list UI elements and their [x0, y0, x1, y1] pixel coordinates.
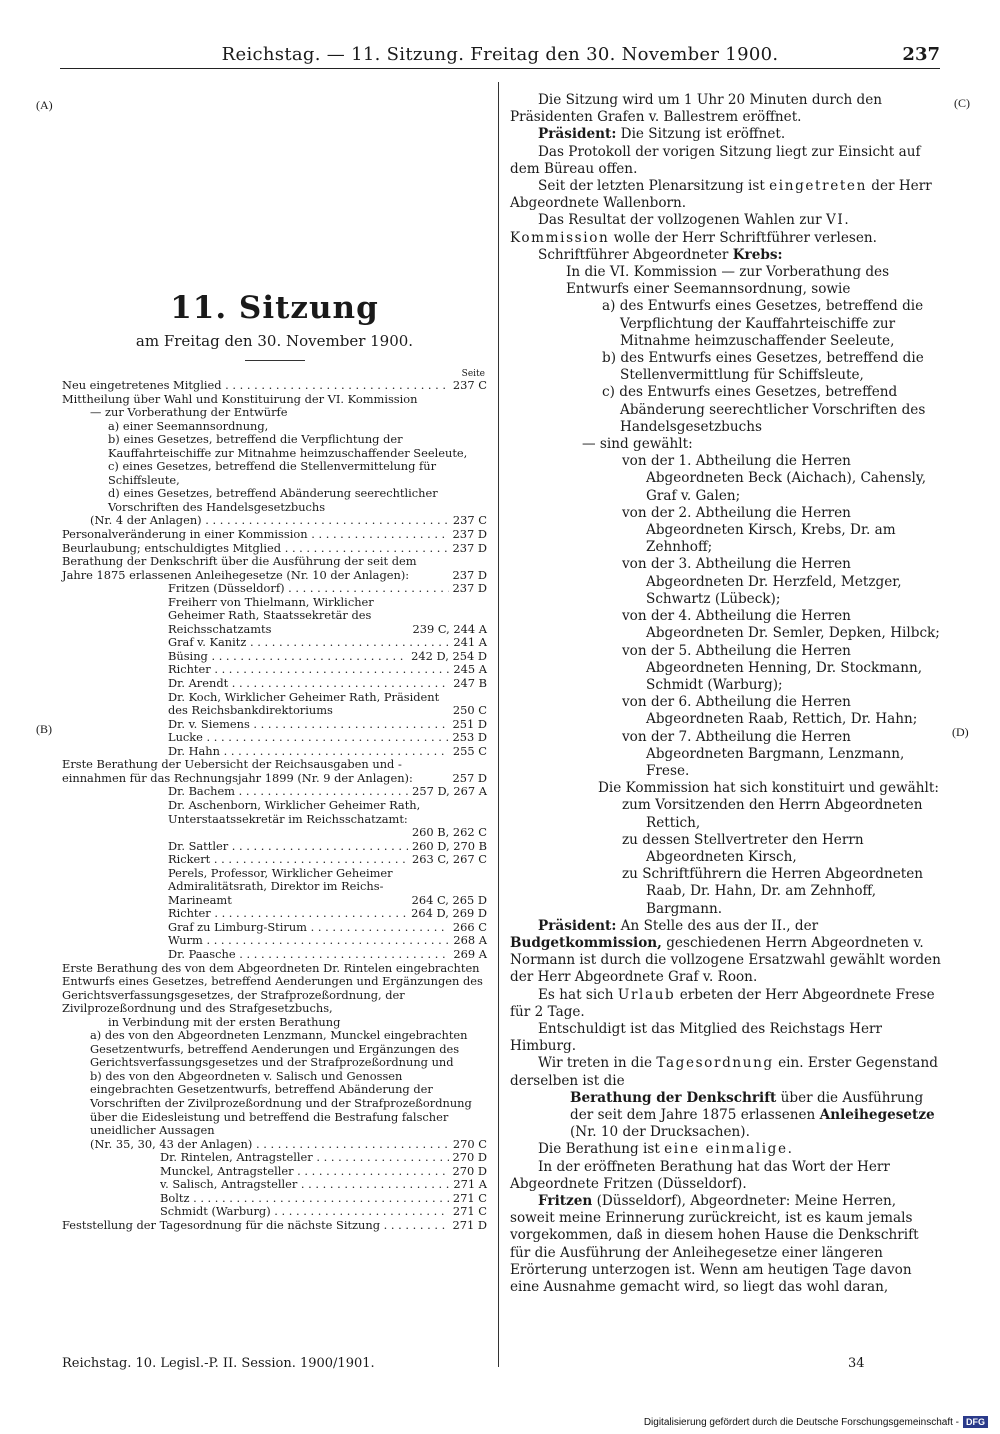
- toc-entry-page-ref: 263 C, 267 C: [412, 852, 487, 867]
- toc-entry-page-ref: 257 D, 267 A: [412, 784, 487, 799]
- toc-entry: [62, 650, 487, 664]
- toc-entry-text: Erste Berathung der Uebersicht der Reichsausgaben und -einnahmen für das Rechnungsjahr 1899 (Nr. 9 der Anlagen):: [62, 757, 413, 785]
- toc-entry-page-ref: 260 B, 262 C: [411, 825, 487, 840]
- toc-entry-text: b) des von den Abgeordneten v. Salisch und Genossen eingebrachten Gesetzentwurfs, betreffend Abänderung der Vorschriften der Zivilprozeßordnung und der Strafprozeßordnung über die Eidesleistung und betreffend die Bestrafung falscher uneidlicher Aussagen: [90, 1068, 472, 1138]
- text-part: An Stelle des aus der II., der: [620, 917, 819, 934]
- toc-entry: [62, 853, 487, 867]
- toc-entry: [62, 1016, 487, 1030]
- toc-entry: [62, 962, 487, 1016]
- toc-entry: [62, 1192, 487, 1206]
- division-3: von der 3. Abtheilung die Herren Abgeordneten Dr. Herzfeld, Metzger, Schwartz (Lübeck);: [622, 556, 902, 607]
- toc-entry-text: Graf v. Kanitz . . .: [168, 636, 449, 650]
- president-statement-1: [510, 126, 942, 143]
- toc-entry-text: Schmidt (Warburg) . . .: [160, 1205, 449, 1219]
- toc-entry-text: Büsing . . .: [168, 650, 407, 664]
- toc-entry-page-ref: 270 C: [452, 1136, 487, 1151]
- toc-entry: [62, 393, 487, 407]
- toc-entry-text: Wurm . . .: [168, 934, 449, 948]
- division-7: von der 7. Abtheilung die Herren Abgeordneten Bargmann, Lenzmann, Frese.: [622, 728, 905, 779]
- elected-label: — sind gewählt:: [582, 436, 693, 453]
- toc-entry: [62, 867, 487, 908]
- toc-entry-text: — zur Vorberathung der Entwürfe: [90, 405, 288, 420]
- toc-entry-text: c) eines Gesetzes, betreffend die Stellenvermittelung für Schiffsleute,: [108, 459, 437, 487]
- toc-entry-page-ref: 242 D, 254 D: [411, 648, 487, 663]
- toc-entry-page-ref: 260 D, 270 B: [411, 838, 487, 853]
- text-part: der Herr Abgeordnete Wallenborn.: [510, 178, 932, 212]
- toc-entry-page-ref: 271 C: [452, 1204, 487, 1219]
- commission-item-c: c) des Entwurfs eines Gesetzes, betreffend Abänderung seerechtlicher Vorschriften des Handelsgesetzbuchs: [602, 384, 926, 435]
- constituted-paragraph: Die Kommission hat sich konstituirt und gewählt:: [598, 780, 939, 797]
- toc-entry-text: (Nr. 35, 30, 43 der Anlagen) . . .: [90, 1138, 449, 1152]
- text-part: Das Resultat der vollzogenen Wahlen zur: [538, 212, 822, 229]
- toc-entry-page-ref: 268 A: [453, 933, 487, 948]
- toc-entry: [62, 542, 487, 556]
- election-paragraph: [510, 212, 942, 246]
- toc-entry: [62, 1165, 487, 1179]
- toc-entry: [62, 1205, 487, 1219]
- toc-entry: [62, 663, 487, 677]
- text-part: Es hat sich: [538, 986, 614, 1003]
- toc-entry: [62, 1178, 487, 1192]
- toc-entry-page-ref: 270 D: [452, 1163, 487, 1178]
- toc-entry: [62, 582, 487, 596]
- floor-paragraph: In der eröffneten Berathung hat das Wort der Herr Abgeordnete Fritzen (Düsseldorf).: [510, 1158, 890, 1192]
- session-title: 11. Sitzung: [170, 290, 379, 326]
- toc-entry-page-ref: 264 C, 265 D: [411, 892, 487, 907]
- toc-entry-page-ref: 271 C: [452, 1190, 487, 1205]
- toc-entry-text: Neu eingetretenes Mitglied . . .: [62, 379, 449, 393]
- toc-entry-text: Dr. Hahn . . .: [168, 745, 449, 759]
- toc-entry-page-ref: 253 D: [452, 730, 487, 745]
- toc-entry: [62, 785, 487, 799]
- toc-entry: [62, 1070, 487, 1138]
- toc-entry-text: Fritzen (Düsseldorf) . . .: [168, 582, 449, 596]
- text-part: (Nr. 10 der Drucksachen).: [570, 1124, 750, 1141]
- toc-entry: [62, 826, 487, 840]
- toc-entry: [62, 420, 487, 434]
- session-date: am Freitag den 30. November 1900.: [135, 332, 414, 350]
- excused-paragraph: Entschuldigt ist das Mitglied des Reichstags Herr Himburg.: [510, 1020, 883, 1055]
- toc-entry: [62, 934, 487, 948]
- division-4: von der 4. Abtheilung die Herren Abgeordneten Dr. Semler, Depken, Hilbck;: [622, 608, 940, 642]
- toc-entry-text: in Verbindung mit der ersten Berathung: [108, 1014, 341, 1029]
- footer-sheet-number: 34: [848, 1356, 865, 1371]
- toc-entry-page-ref: 245 A: [453, 662, 487, 677]
- division-2: von der 2. Abtheilung die Herren Abgeordneten Kirsch, Krebs, Dr. am Zehnhoff;: [622, 504, 896, 556]
- speech-text: (Düsseldorf), Abgeordneter: Meine Herren, soweit meine Erinnerung zurückreicht, ist es kaum jemals vorgekommen, daß in diesem hohen Hause die Denkschrift für die Ausführung der Anleihegesetze einer längeren Erörterung unterzogen ist. Wenn am heutigen Tage davon eine Ausnahme gemacht wird, so liegt das wohl daran,: [510, 1193, 919, 1296]
- header-title: Reichstag. — 11. Sitzung. Freitag den 30. November 1900.: [221, 44, 779, 65]
- toc-entry-text: Rickert . . .: [168, 853, 408, 867]
- toc-entry-page-ref: 264 D, 269 D: [411, 906, 487, 921]
- column-rule: [498, 82, 499, 1367]
- toc-entry-text: Beurlaubung; entschuldigtes Mitglied . . .: [62, 542, 449, 556]
- toc-entry-text: (Nr. 4 der Anlagen) . . .: [90, 514, 449, 528]
- toc-entry: [62, 1029, 487, 1070]
- toc-entry-page-ref: 251 D: [452, 716, 487, 731]
- toc-entry-page-ref: 237 C: [452, 513, 487, 528]
- text-part: Seit der letzten Plenarsitzung ist: [538, 178, 765, 195]
- secretaries-line: zu Schriftführern die Herren Abgeordneten Raab, Dr. Hahn, Dr. am Zehnhoff, Bargmann.: [622, 866, 924, 917]
- toc-entry-text: Graf zu Limburg-Stirum . . .: [168, 921, 449, 935]
- speaker-label: Fritzen: [538, 1193, 593, 1209]
- leave-paragraph: [510, 987, 942, 1021]
- toc-entry-text: Perels, Professor, Wirklicher Geheimer Admiralitätsrath, Direktor im Reichs-Marineamt: [168, 865, 393, 907]
- toc-entry-text: Lucke . . .: [168, 731, 449, 745]
- toc-entry: [62, 921, 487, 935]
- toc-entry-text: Erste Berathung des von dem Abgeordneten Dr. Rintelen eingebrachten Entwurfs eines Gesetzes, betreffend Aenderungen und Ergänzungen des Gerichtsverfassungsgesetzes, der Strafprozeßordnung, der Zivilprozeßordnung und des Strafgesetzbuchs,: [62, 960, 483, 1016]
- toc-entry-text: Dr. Koch, Wirklicher Geheimer Rath, Präsident des Reichsbankdirektoriums: [168, 689, 440, 718]
- toc-entry-page-ref: 237 D: [452, 540, 487, 555]
- toc-entry-page-ref: 237 D: [452, 527, 487, 542]
- toc-entry: [62, 948, 487, 962]
- table-of-contents: [62, 379, 487, 1232]
- right-column: [510, 92, 942, 1296]
- toc-entry: [62, 1138, 487, 1152]
- toc-entry-text: Mittheilung über Wahl und Konstituirung der VI. Kommission: [62, 391, 418, 406]
- toc-entry: [62, 718, 487, 732]
- margin-mark-d: (D): [952, 725, 969, 739]
- toc-entry-text: Berathung der Denkschrift über die Ausführung der seit dem Jahre 1875 erlassenen Anleihegesetze (Nr. 10 der Anlagen):: [62, 554, 417, 582]
- president-statement-2: [510, 918, 942, 987]
- toc-entry: [62, 691, 487, 718]
- toc-entry-page-ref: 269 A: [453, 946, 487, 961]
- commission-item-b: b) des Entwurfs eines Gesetzes, betreffend die Stellenvermittlung für Schiffsleute,: [602, 350, 924, 384]
- toc-entry-page-ref: 266 C: [452, 919, 487, 934]
- toc-entry-text: Dr. Rintelen, Antragsteller . . .: [160, 1151, 449, 1165]
- margin-mark-c: (C): [954, 96, 970, 110]
- division-5: von der 5. Abtheilung die Herren Abgeordneten Henning, Dr. Stockmann, Schmidt (Warburg);: [622, 642, 923, 693]
- commission-item-a: a) des Entwurfs eines Gesetzes, betreffend die Verpflichtung der Kauffahrteischiffe zur Mitnahme heimzuschaffender Seeleute,: [602, 298, 924, 349]
- margin-mark-b: (B): [36, 722, 52, 736]
- toc-entry-text: b) eines Gesetzes, betreffend die Verpflichtung der Kauffahrteischiffe zur Mitnahme heimzuschaffender Seeleute,: [108, 432, 468, 460]
- toc-entry-page-ref: 271 D: [452, 1217, 487, 1232]
- spaced-text: Urlaub: [617, 986, 676, 1003]
- toc-entry: [62, 1219, 487, 1233]
- toc-entry-text: Personalveränderung in einer Kommission . . .: [62, 528, 449, 542]
- margin-mark-a: (A): [36, 98, 53, 112]
- division-1: von der 1. Abtheilung die Herren Abgeordneten Beck (Aichach), Cahensly, Graf v. Galen;: [622, 453, 927, 504]
- toc-entry: [62, 406, 487, 420]
- statement-text: Die Sitzung ist eröffnet.: [620, 126, 786, 143]
- bold-text: Budgetkommission,: [510, 934, 662, 951]
- spaced-text: Tagesordnung: [656, 1055, 774, 1072]
- toc-entry-page-ref: 270 D: [452, 1150, 487, 1165]
- toc-entry: [62, 433, 487, 460]
- spaced-text: VI. Kommission: [510, 212, 851, 246]
- toc-entry: [62, 1151, 487, 1165]
- division-6: von der 6. Abtheilung die Herren Abgeordneten Raab, Rettich, Dr. Hahn;: [622, 694, 918, 728]
- commission-intro: In die VI. Kommission — zur Vorberathung des Entwurfs einer Seemannsordnung, sowie: [566, 264, 890, 298]
- agenda-item: [510, 1090, 942, 1142]
- toc-entry: [62, 840, 487, 854]
- protocol-paragraph: Das Protokoll der vorigen Sitzung liegt zur Einsicht auf dem Büreau offen.: [510, 143, 921, 177]
- toc-seite-label: Seite: [461, 369, 485, 379]
- toc-entry-text: Dr. Bachem . . .: [168, 785, 408, 799]
- opening-paragraph: Die Sitzung wird um 1 Uhr 20 Minuten durch den Präsidenten Grafen v. Ballestrem eröffnet.: [510, 92, 883, 126]
- text-part: geschiedenen Herrn Abgeordneten v. Normann ist durch die vollzogene Ersatzwahl gewählt worden der Herr Abgeordnete Graf v. Roon.: [510, 934, 941, 986]
- toc-entry-text: d) eines Gesetzes, betreffend Abänderung seerechtlicher Vorschriften des Handelsgesetzbuchs: [108, 486, 438, 514]
- toc-entry-text: Richter . . .: [168, 907, 407, 921]
- title-rule: [245, 360, 305, 361]
- bold-text: Anleihegesetze: [819, 1106, 935, 1123]
- toc-entry-text: Freiherr von Thielmann, Wirklicher Geheimer Rath, Staatssekretär des Reichsschatzamts: [168, 594, 374, 636]
- credit-text: Digitalisierung gefördert durch die Deutsche Forschungsgemeinschaft -: [643, 1416, 959, 1428]
- dfg-credit: [644, 1416, 988, 1428]
- toc-entry-page-ref: 250 C: [452, 703, 487, 718]
- text-part: wolle der Herr Schriftführer verlesen.: [613, 229, 877, 246]
- toc-entry-text: Dr. v. Siemens . . .: [168, 718, 449, 732]
- toc-entry: [62, 745, 487, 759]
- toc-entry-page-ref: 271 A: [453, 1177, 487, 1192]
- toc-entry: [62, 636, 487, 650]
- toc-entry: [62, 799, 487, 826]
- running-header: [60, 44, 940, 69]
- toc-entry: [62, 731, 487, 745]
- speech-paragraph: [510, 1193, 942, 1296]
- toc-entry: [62, 677, 487, 691]
- toc-entry-text: Boltz . . .: [160, 1192, 449, 1206]
- text-part: Wir treten in die: [538, 1055, 653, 1072]
- text-part: erbeten der Herr Abgeordnete Frese für 2 Tage.: [510, 986, 935, 1020]
- speaker-label: Präsident:: [538, 126, 617, 143]
- toc-entry: [62, 379, 487, 393]
- toc-entry-page-ref: 241 A: [453, 635, 487, 650]
- dfg-logo: DFG: [963, 1416, 988, 1428]
- text-part: über die Ausführung der seit dem Jahre 1875 erlassenen: [570, 1089, 924, 1123]
- bold-text: Berathung der Denkschrift: [570, 1089, 777, 1106]
- toc-entry-text: Dr. Sattler . . .: [168, 840, 408, 854]
- chair-line: zum Vorsitzenden den Herrn Abgeordneten Rettich,: [622, 797, 923, 831]
- left-column: [62, 90, 487, 1232]
- spaced-text: eine einmalige.: [664, 1141, 794, 1158]
- toc-entry-page-ref: 247 B: [453, 676, 487, 691]
- page-number: 237: [902, 44, 940, 65]
- text-part: ein. Erster Gegenstand derselben ist die: [510, 1055, 938, 1089]
- toc-entry-page-ref: 239 C, 244 A: [412, 621, 487, 636]
- toc-entry: [62, 487, 487, 514]
- toc-entry: [62, 596, 487, 637]
- spaced-text: eingetreten: [769, 178, 867, 195]
- toc-entry-text: Dr. Arendt . . .: [168, 677, 449, 691]
- toc-entry-text: Richter . . .: [168, 663, 449, 677]
- single-reading-paragraph: [510, 1141, 942, 1158]
- toc-entry: [62, 528, 487, 542]
- toc-entry-page-ref: 255 C: [452, 743, 487, 758]
- toc-entry-text: a) einer Seemannsordnung,: [108, 418, 269, 433]
- toc-entry-page-ref: 237 C: [452, 378, 487, 392]
- deputy-line: zu dessen Stellvertreter den Herrn Abgeordneten Kirsch,: [622, 831, 864, 865]
- toc-entry-text: Feststellung der Tagesordnung für die nächste Sitzung . . .: [62, 1219, 449, 1233]
- toc-entry-page-ref: 237 D: [452, 567, 487, 582]
- toc-entry-page-ref: 257 D: [452, 770, 487, 785]
- toc-entry-text: Dr. Aschenborn, Wirklicher Geheimer Rath, Unterstaatssekretär im Reichsschatzamt:: [168, 797, 421, 826]
- toc-entry: [62, 460, 487, 487]
- text-part: Die Berathung ist: [538, 1141, 660, 1158]
- speaker-label: Krebs:: [732, 246, 783, 263]
- agenda-paragraph: [510, 1055, 942, 1089]
- new-member-paragraph: [510, 178, 942, 212]
- toc-entry: [62, 758, 487, 785]
- toc-entry-text: v. Salisch, Antragsteller . . .: [160, 1178, 449, 1192]
- toc-entry-text: Dr. Paasche . . .: [168, 948, 449, 962]
- toc-entry: [62, 555, 487, 582]
- toc-entry-text: Munckel, Antragsteller . . .: [160, 1165, 449, 1179]
- speaker-label: Präsident:: [538, 917, 617, 934]
- toc-entry-page-ref: 237 D: [452, 581, 487, 596]
- footer-imprint: Reichstag. 10. Legisl.-P. II. Session. 1900/1901.: [62, 1356, 375, 1371]
- toc-entry: [62, 907, 487, 921]
- text-part: Schriftführer Abgeordneter: [538, 246, 729, 263]
- toc-entry-text: a) des von den Abgeordneten Lenzmann, Munckel eingebrachten Gesetzentwurfs, betreffend Aenderungen und Ergänzungen des Gerichtsverfassungsgesetzes und der Strafprozeßordnung und: [90, 1028, 468, 1070]
- secretary-paragraph: [510, 247, 942, 264]
- toc-entry: [62, 514, 487, 528]
